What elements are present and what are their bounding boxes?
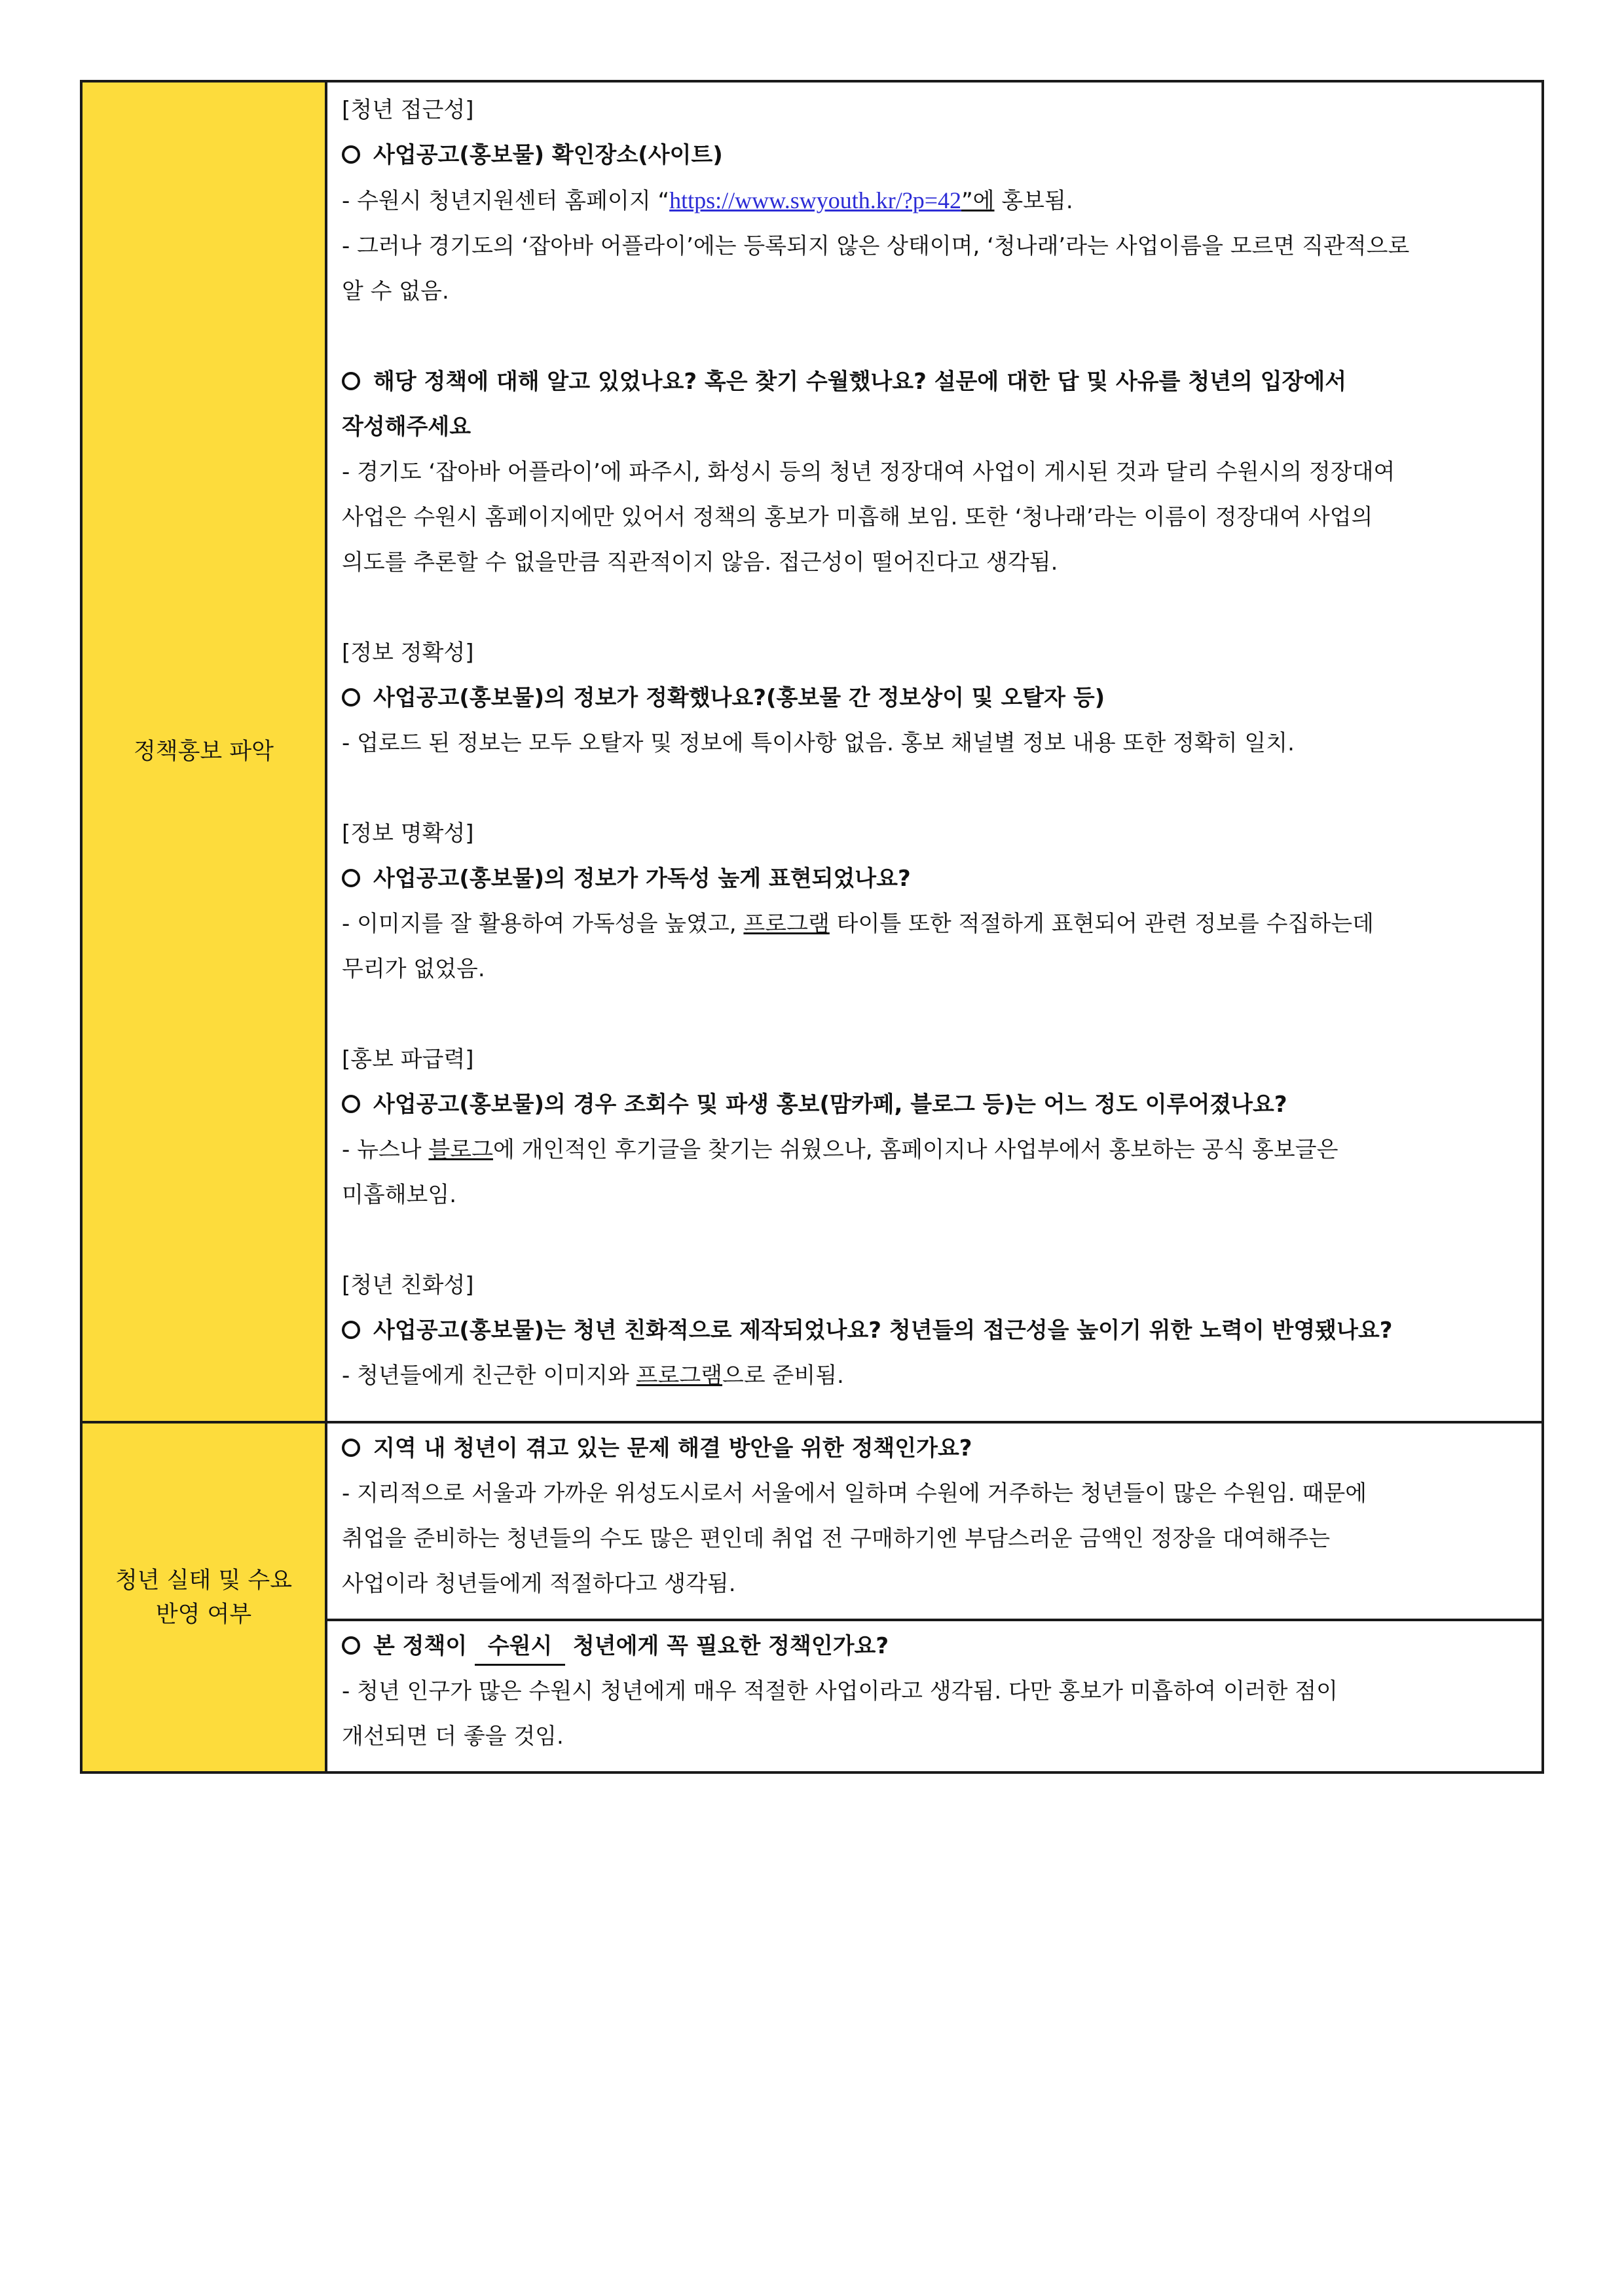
policy-promotion-content: [326, 81, 1543, 1422]
question-accuracy: 사업공고(홍보물)의 정보가 정확했나요?(홍보물 간 정보상이 및 오탈자 등): [342, 676, 1515, 721]
circle-bullet-icon: [342, 688, 360, 707]
answer-text: 사업은 수원시 홈페이지에만 있어서 정책의 홍보가 미흡해 보임. 또한 ‘청나래’라는 이름이 정장대여 사업의: [342, 504, 1373, 530]
row-label-policy-promotion: 정책홍보 파악: [81, 81, 326, 1422]
youth-needs-problem-content: [326, 1422, 1543, 1620]
section-header-accessibility: [청년 접근성]: [342, 97, 474, 123]
policy-promotion-row: [81, 81, 1543, 1422]
circle-bullet-icon: [342, 1636, 360, 1655]
answer-text: 알 수 없음.: [342, 278, 449, 304]
circle-bullet-icon: [342, 145, 360, 164]
answer-homepage-link-line: - 수원시 청년지원센터 홈페이지 “https://www.swyouth.kr/?p=42”에 홍보됨.: [342, 187, 1073, 214]
section-header-friendliness: [청년 친화성]: [342, 1272, 474, 1298]
question-reach: 사업공고(홍보물)의 경우 조회수 및 파생 홍보(맘카페, 블로그 등)는 어느 정도 이루어졌나요?: [342, 1082, 1515, 1128]
youth-needs-necessity-content: [326, 1620, 1543, 1772]
answer-text: 의도를 추론할 수 없을만큼 직관적이지 않음. 접근성이 떨어진다고 생각됨.: [342, 549, 1058, 576]
answer-text: 사업이라 청년들에게 적절하다고 생각됨.: [342, 1571, 736, 1597]
question-awareness-cont: 작성해주세요: [342, 414, 471, 440]
question-awareness: 해당 정책에 대해 알고 있었나요? 혹은 찾기 수월했나요? 설문에 대한 답 및 사유를 청년의 입장에서: [342, 359, 1515, 405]
row-label-youth-needs: 청년 실태 및 수요 반영 여부: [81, 1422, 326, 1772]
evaluation-table: [80, 80, 1544, 1774]
answer-text: - 업로드 된 정보는 모두 오탈자 및 정보에 특이사항 없음. 홍보 채널별 정보 내용 또한 정확히 일치.: [342, 730, 1295, 756]
answer-text: - 경기도 ‘잡아바 어플라이’에 파주시, 화성시 등의 청년 정장대여 사업이 게시된 것과 달리 수원시의 정장대여: [342, 459, 1395, 485]
question-friendliness: 사업공고(홍보물)는 청년 친화적으로 제작되었나요? 청년들의 접근성을 높이기 위한 노력이 반영됐나요?: [342, 1308, 1515, 1353]
section-header-clarity: [정보 명확성]: [342, 820, 474, 847]
swyouth-url-link[interactable]: https://www.swyouth.kr/?p=42: [669, 187, 962, 213]
answer-text: 취업을 준비하는 청년들의 수도 많은 편인데 취업 전 구매하기엔 부담스러운 금액인 정장을 대여해주는: [342, 1526, 1331, 1552]
question-local-problem: 지역 내 청년이 겪고 있는 문제 해결 방안을 위한 정책인가요?: [342, 1426, 1515, 1471]
circle-bullet-icon: [342, 1439, 360, 1457]
section-header-reach: [홍보 파급력]: [342, 1046, 474, 1073]
answer-text: - 청년 인구가 많은 수원시 청년에게 매우 적절한 사업이라고 생각됨. 다만 홍보가 미흡하여 이러한 점이: [342, 1678, 1338, 1704]
section-header-accuracy: [정보 정확성]: [342, 640, 474, 666]
circle-bullet-icon: [342, 1095, 360, 1113]
answer-text: 개선되면 더 좋을 것임.: [342, 1723, 564, 1750]
question-clarity: 사업공고(홍보물)의 정보가 가독성 높게 표현되었나요?: [342, 856, 1515, 902]
circle-bullet-icon: [342, 869, 360, 887]
circle-bullet-icon: [342, 1321, 360, 1339]
answer-text: - 지리적으로 서울과 가까운 위성도시로서 서울에서 일하며 수원에 거주하는 청년들이 많은 수원임. 때문에: [342, 1480, 1367, 1507]
answer-text: 무리가 없었음.: [342, 956, 485, 982]
city-blank-field: 수원시: [475, 1628, 565, 1666]
answer-text: - 그러나 경기도의 ‘잡아바 어플라이’에는 등록되지 않은 상태이며, ‘청나래’라는 사업이름을 모르면 직관적으로: [342, 233, 1410, 259]
circle-bullet-icon: [342, 372, 360, 390]
question-necessity: 본 정책이 수원시 청년에게 꼭 필요한 정책인가요?: [342, 1624, 1515, 1669]
answer-text: - 이미지를 잘 활용하여 가독성을 높였고, 프로그램 타이틀 또한 적절하게 표현되어 관련 정보를 수집하는데: [342, 911, 1374, 937]
question-notice-location: 사업공고(홍보물) 확인장소(사이트): [342, 133, 1515, 178]
answer-text: - 뉴스나 블로그에 개인적인 후기글을 찾기는 쉬웠으나, 홈페이지나 사업부에서 홍보하는 공식 홍보글은: [342, 1137, 1338, 1163]
youth-needs-row-1: [81, 1422, 1543, 1620]
answer-text: - 청년들에게 친근한 이미지와 프로그램으로 준비됨.: [342, 1363, 844, 1389]
answer-text: 미흡해보임.: [342, 1182, 457, 1208]
